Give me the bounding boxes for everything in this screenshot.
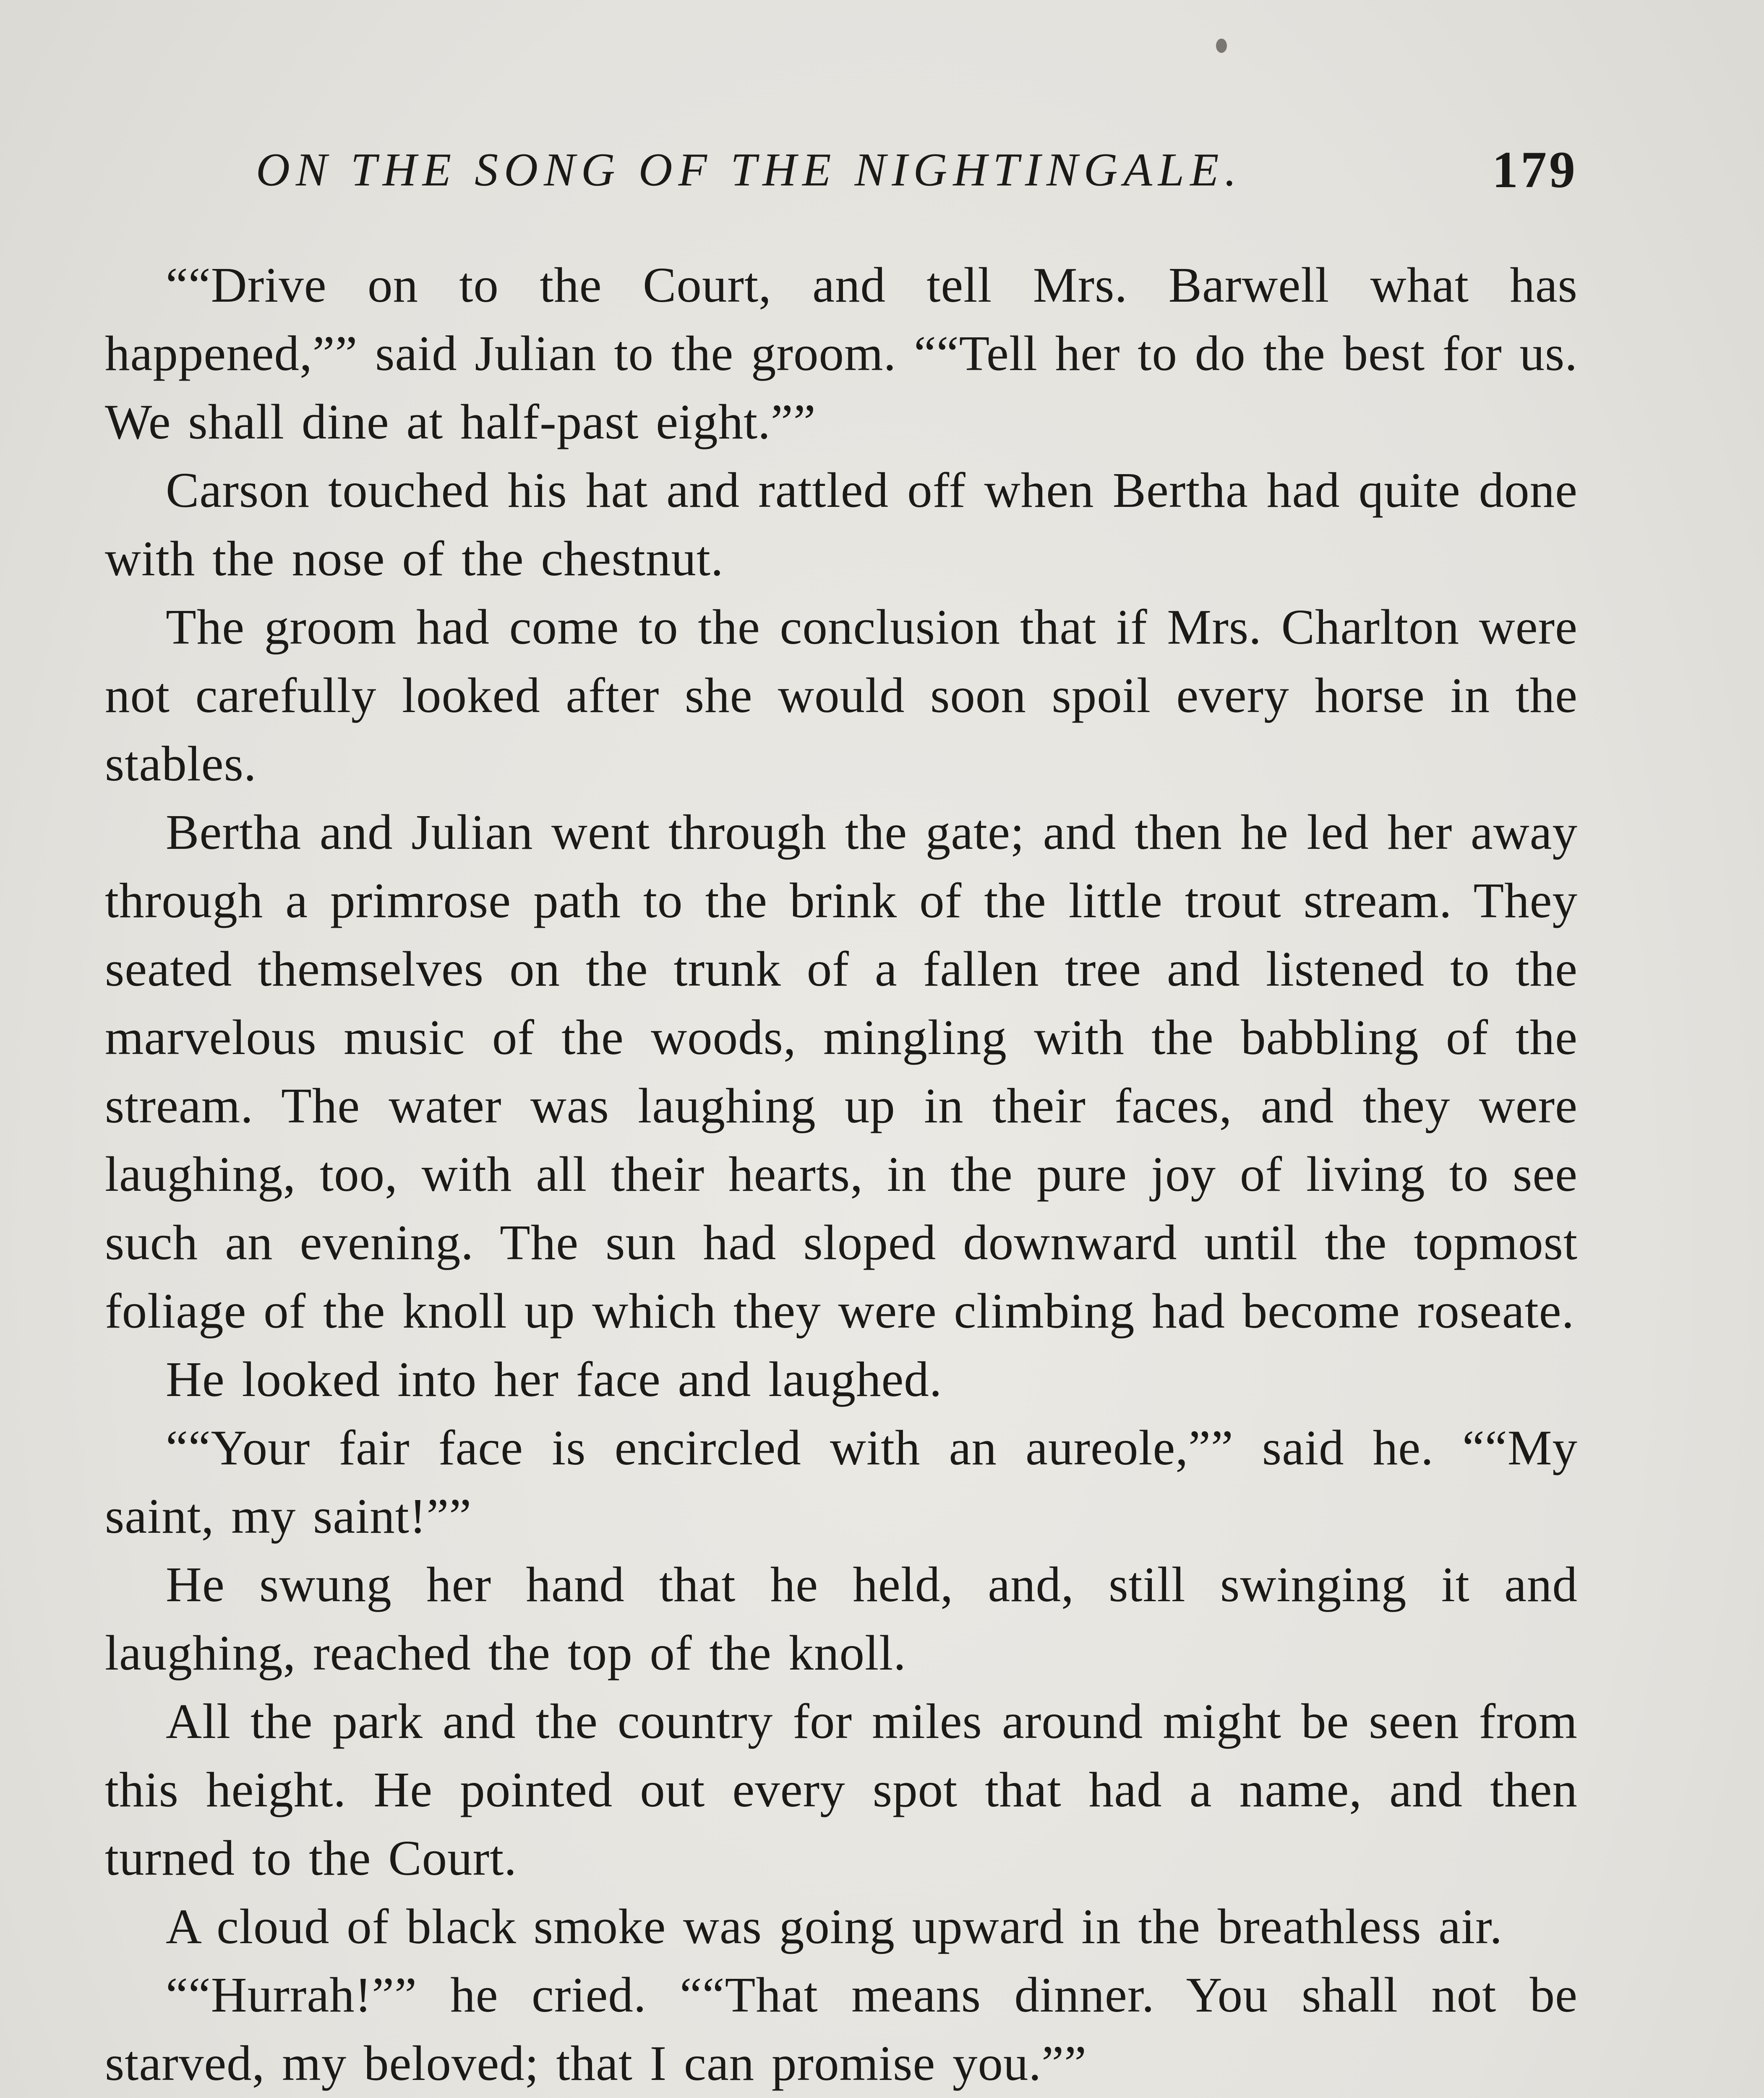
paragraph: A cloud of black smoke was going upward in the breathless air.	[166, 1899, 1503, 1954]
paper-speck	[1216, 39, 1227, 53]
running-title: ON THE SONG OF THE NIGHTINGALE.	[256, 144, 1242, 196]
body-text	[105, 251, 1578, 2098]
paragraph: The groom had come to the conclusion that if Mrs. Charlton were not carefully looked after she would soon spoil every horse in the stables.	[105, 599, 1578, 791]
paragraph: Bertha and Julian went through the gate; and then he led her away through a primrose path to the brink of the little trout stream. They seated themselves on the trunk of a fallen tree and listened to the marvelous music of the woods, mingling with the babbling of the stream. The water was laughing up in their faces, and they were laughing, too, with all their hearts, in the pure joy of living to see such an evening. The sun had sloped downward until the topmost foliage of the knoll up which they were climbing had become roseate.	[105, 804, 1578, 1339]
paragraph: All the park and the country for miles around might be seen from this height. He pointed out every spot that had a name, and then turned to the Court.	[105, 1694, 1578, 1886]
paragraph: ““Your fair face is encircled with an aureole,”” said he. ““My saint, my saint!””	[105, 1420, 1578, 1544]
page-number: 179	[1492, 141, 1578, 198]
paragraph: Carson touched his hat and rattled off when Bertha had quite done with the nose of the chestnut.	[105, 462, 1578, 586]
page-header	[256, 138, 1578, 201]
paragraph: ““Drive on to the Court, and tell Mrs. Barwell what has happened,”” said Julian to the groom. ““Tell her to do the best for us. We shall dine at half-past eight.””	[105, 257, 1578, 449]
paragraph: He looked into her face and laughed.	[166, 1352, 942, 1407]
paragraph: ““Hurrah!”” he cried. ““That means dinner. You shall not be starved, my beloved; that I can promise you.””	[105, 1967, 1578, 2091]
paragraph: He swung her hand that he held, and, still swinging it and laughing, reached the top of the knoll.	[105, 1557, 1578, 1680]
